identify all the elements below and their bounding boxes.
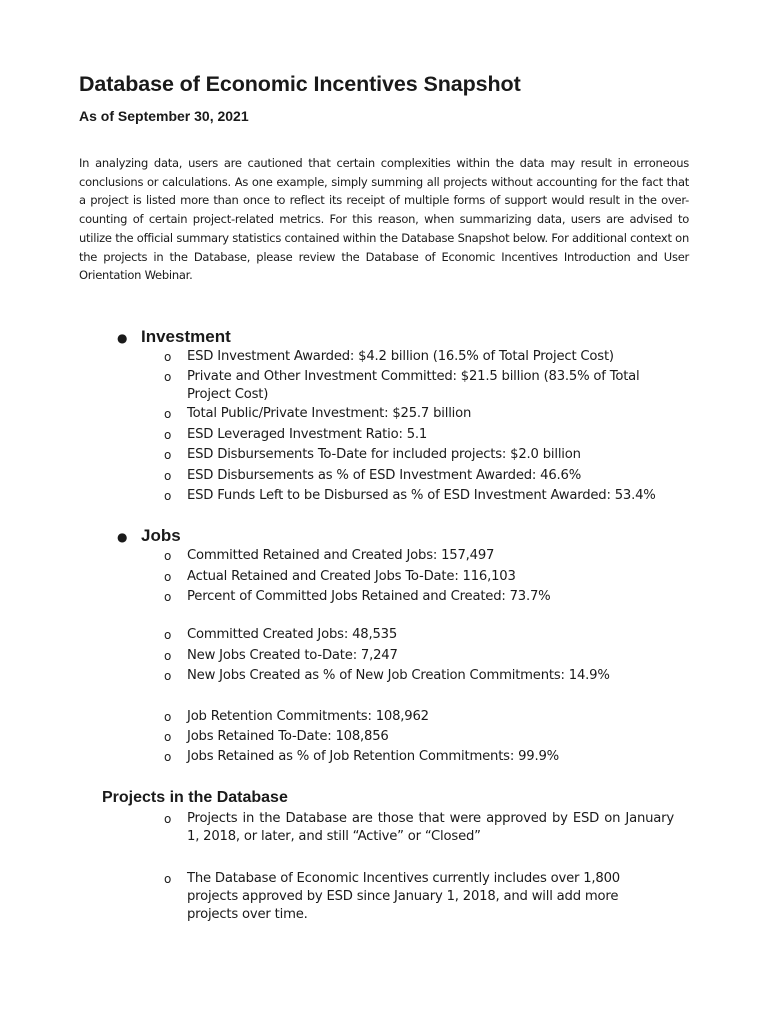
sub-bullet: o: [164, 549, 172, 563]
sub-bullet: o: [164, 669, 172, 683]
section-title-jobs: Jobs: [141, 526, 181, 545]
section-title-investment: Investment: [141, 327, 231, 346]
list-item-text: Actual Retained and Created Jobs To-Date: 116,103: [187, 569, 516, 584]
section-bullet: ●: [117, 530, 128, 544]
list-item-text: Projects in the Database are those that were approved by ESD on January 1, 2018, or later, and still “Active” or “Closed”: [187, 811, 674, 844]
sub-bullet: o: [164, 570, 172, 584]
sub-bullet: o: [164, 649, 172, 663]
intro-paragraph: In analyzing data, users are cautioned that certain complexities within the data may result in erroneous conclusions or calculations. As one example, simply summing all projects without accounting for the fact that a project is listed more than once to reflect its receipt of multiple forms of support would result in the over-counting of certain project-related metrics. For this reason, when summarizing data, users are advised to utilize the official summary statistics contained within the Database Snapshot below. For additional context on the projects in the Database, please review the Database of Economic Incentives Introduction and User Orientation Webinar.: [79, 156, 689, 283]
list-item-text: Jobs Retained To-Date: 108,856: [187, 729, 389, 744]
sub-bullet: o: [164, 448, 172, 462]
sub-bullet: o: [164, 489, 172, 503]
sub-bullet: o: [164, 469, 172, 483]
list-item-text: Percent of Committed Jobs Retained and Created: 73.7%: [187, 589, 551, 604]
sub-bullet: o: [164, 407, 172, 421]
list-item-text: ESD Funds Left to be Disbursed as % of ESD Investment Awarded: 53.4%: [187, 488, 656, 503]
sub-bullet: o: [164, 428, 172, 442]
section-bullet: ●: [117, 331, 128, 345]
list-item-text: Private and Other Investment Committed: $21.5 billion (83.5% of Total Project Cost): [187, 369, 640, 402]
list-item-text: Jobs Retained as % of Job Retention Commitments: 99.9%: [187, 749, 559, 764]
sub-bullet: o: [164, 370, 172, 384]
sub-bullet: o: [164, 710, 172, 724]
sub-bullet: o: [164, 350, 172, 364]
page-title: Database of Economic Incentives Snapshot: [79, 72, 521, 96]
list-item-text: Committed Created Jobs: 48,535: [187, 627, 398, 642]
page-subtitle: As of September 30, 2021: [79, 108, 249, 124]
list-item-text: ESD Disbursements as % of ESD Investment Awarded: 46.6%: [187, 468, 582, 483]
list-item-text: ESD Leveraged Investment Ratio: 5.1: [187, 427, 428, 442]
list-item-text: The Database of Economic Incentives currently includes over 1,800 projects approved by ESD since January 1, 2018, and will add more projects over time.: [187, 871, 620, 922]
list-item-text: New Jobs Created as % of New Job Creation Commitments: 14.9%: [187, 668, 610, 683]
sub-bullet: o: [164, 628, 172, 642]
list-item-text: ESD Investment Awarded: $4.2 billion (16.5% of Total Project Cost): [187, 349, 614, 364]
list-item-text: Total Public/Private Investment: $25.7 billion: [187, 406, 472, 421]
sub-bullet: o: [164, 872, 172, 886]
sub-bullet: o: [164, 590, 172, 604]
sub-bullet: o: [164, 730, 172, 744]
list-item-text: Committed Retained and Created Jobs: 157,497: [187, 548, 495, 563]
sub-bullet: o: [164, 750, 172, 764]
list-item-text: Job Retention Commitments: 108,962: [187, 709, 429, 724]
list-item-text: New Jobs Created to-Date: 7,247: [187, 648, 398, 663]
list-item-text: ESD Disbursements To-Date for included projects: $2.0 billion: [187, 447, 581, 462]
section-title-projects: Projects in the Database: [102, 789, 288, 806]
sub-bullet: o: [164, 812, 172, 826]
